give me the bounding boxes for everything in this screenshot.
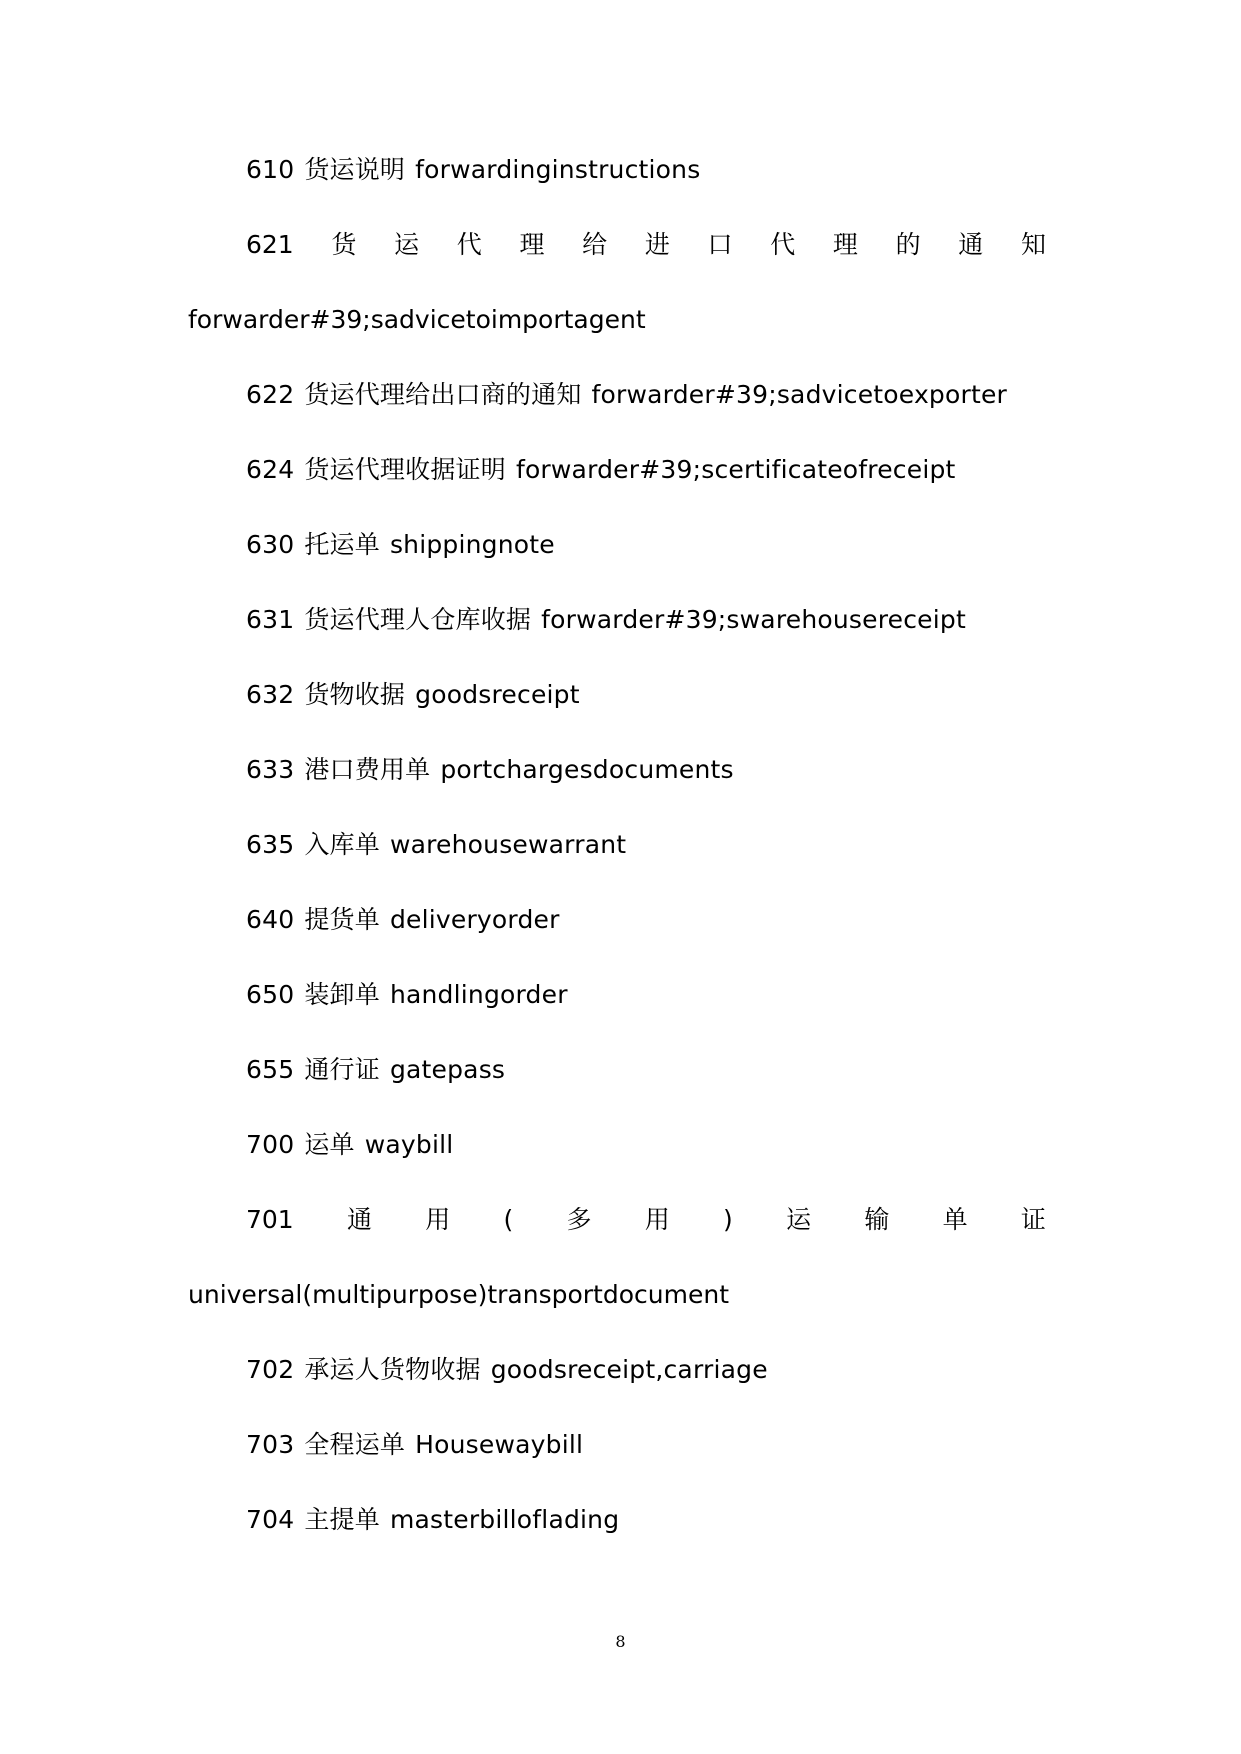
entry-621 (246, 228, 1046, 262)
entry-code: 700 (246, 1130, 295, 1159)
entry-chinese-char: 代 (456, 230, 482, 259)
entry-chinese: 货运代理给出口商的通知 (304, 380, 582, 409)
entry-chinese: 承运人货物收据 (304, 1355, 481, 1384)
entry-700 (246, 1128, 453, 1162)
entry-code: 704 (246, 1505, 295, 1534)
entry-code: 631 (246, 605, 295, 634)
entry-chinese-char: ) (723, 1205, 733, 1234)
entry-650 (246, 978, 568, 1012)
entry-chinese-char: 用 (644, 1205, 670, 1234)
entry-chinese: 全程运单 (304, 1430, 406, 1459)
entry-635 (246, 828, 626, 862)
entry-chinese-char: 代 (770, 230, 796, 259)
entry-code: 702 (246, 1355, 295, 1384)
entry-english: handlingorder (389, 980, 568, 1009)
entry-code: 621 (246, 230, 294, 259)
entry-chinese: 货运代理收据证明 (304, 455, 506, 484)
entry-english: masterbilloflading (389, 1505, 620, 1534)
entry-english: warehousewarrant (389, 830, 627, 859)
entry-chinese: 港口费用单 (304, 755, 431, 784)
entry-english: portchargesdocuments (440, 755, 734, 784)
entry-chinese-char: 通 (346, 1205, 372, 1234)
entry-chinese-char: 输 (864, 1205, 890, 1234)
entry-code: 622 (246, 380, 295, 409)
entry-code: 650 (246, 980, 295, 1009)
entry-chinese-char: 给 (582, 230, 608, 259)
entry-chinese-char: 理 (832, 230, 858, 259)
entry-chinese-char: 的 (895, 230, 921, 259)
entry-701 (246, 1203, 1046, 1237)
entry-624 (246, 453, 956, 487)
page-number: 8 (615, 1632, 626, 1651)
entry-code: 703 (246, 1430, 295, 1459)
entry-code: 630 (246, 530, 295, 559)
entry-english: forwarder#39;scertificateofreceipt (515, 455, 956, 484)
entry-702 (246, 1353, 768, 1387)
entry-chinese-char: 多 (566, 1205, 592, 1234)
entry-chinese-char: 进 (644, 230, 670, 259)
entry-english: forwarder#39;swarehousereceipt (541, 605, 966, 634)
entry-code: 640 (246, 905, 295, 934)
entry-chinese-char: 用 (425, 1205, 451, 1234)
entry-chinese: 运单 (304, 1130, 355, 1159)
entry-english: gatepass (389, 1055, 506, 1084)
entry-english: shippingnote (389, 530, 555, 559)
entry-chinese-char: 口 (707, 230, 733, 259)
entry-code: 635 (246, 830, 295, 859)
entry-english: waybill (364, 1130, 454, 1159)
entry-code: 701 (246, 1205, 294, 1234)
entry-chinese: 装卸单 (304, 980, 380, 1009)
entry-english: goodsreceipt (415, 680, 580, 709)
entry-chinese-char: 理 (519, 230, 545, 259)
entry-chinese: 提货单 (304, 905, 380, 934)
entry-chinese-char: ( (503, 1205, 514, 1234)
entry-chinese-char: 知 (1020, 230, 1046, 259)
entry-english: deliveryorder (389, 905, 560, 934)
entry-chinese-char: 运 (394, 230, 420, 259)
entry-621-english: forwarder#39;sadvicetoimportagent (188, 305, 646, 334)
entry-630 (246, 528, 555, 562)
entry-chinese-char: 证 (1020, 1205, 1046, 1234)
entry-640 (246, 903, 560, 937)
entry-english: Housewaybill (415, 1430, 584, 1459)
entry-chinese-char: 通 (958, 230, 984, 259)
entry-701-english: universal(multipurpose)transportdocument (188, 1280, 729, 1309)
entry-704 (246, 1503, 619, 1537)
entry-chinese: 托运单 (304, 530, 380, 559)
entry-chinese: 货运代理人仓库收据 (304, 605, 532, 634)
entry-633 (246, 753, 734, 787)
entry-655 (246, 1053, 505, 1087)
entry-610 (246, 153, 700, 187)
entry-english: goodsreceipt,carriage (490, 1355, 768, 1384)
entry-english: forwarder#39;sadvicetoexporter (591, 380, 1008, 409)
entry-chinese: 主提单 (304, 1505, 380, 1534)
entry-code: 610 (246, 155, 295, 184)
entry-chinese: 入库单 (304, 830, 380, 859)
entry-english: forwardinginstructions (415, 155, 701, 184)
entry-chinese: 货物收据 (304, 680, 406, 709)
entry-chinese-char: 单 (942, 1205, 968, 1234)
entry-chinese-char: 运 (786, 1205, 812, 1234)
entry-code: 633 (246, 755, 295, 784)
entry-703 (246, 1428, 583, 1462)
entry-code: 624 (246, 455, 295, 484)
entry-622 (246, 378, 1007, 412)
entry-code: 632 (246, 680, 295, 709)
entry-chinese: 货运说明 (304, 155, 406, 184)
entry-632 (246, 678, 580, 712)
entry-chinese: 通行证 (304, 1055, 380, 1084)
entry-chinese-char: 货 (331, 230, 357, 259)
entry-code: 655 (246, 1055, 295, 1084)
entry-631 (246, 603, 966, 637)
